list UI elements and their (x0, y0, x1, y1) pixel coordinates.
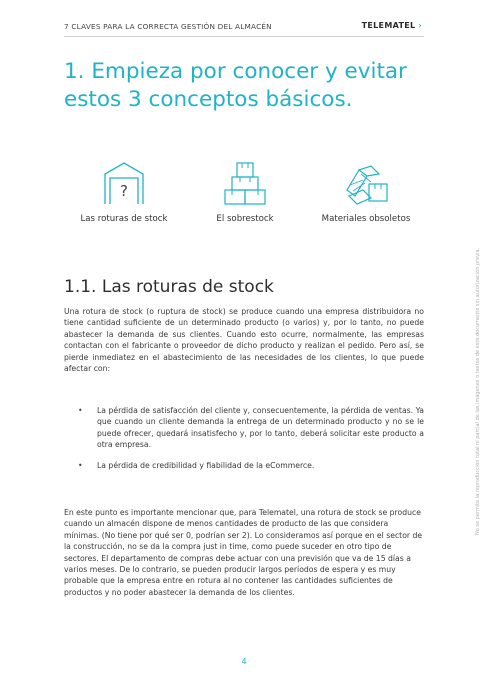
document-title: 7 CLAVES PARA LA CORRECTA GESTIÓN DEL ALMACÉN (64, 22, 272, 31)
bullet-icon: • (78, 460, 83, 470)
concepts-row (64, 160, 424, 240)
concept-label: Materiales obsoletos (321, 214, 411, 224)
copyright-text: No se permite la reproducción total ni parcial de las imágenes o textos de este documento sin autorización previa. (475, 247, 481, 535)
definition-paragraph: En este punto es importante mencionar que, para Telematel, una rotura de stock se produce cuando un almacén dispone de menos cantidades de producto de las que considera mínimas. (No tiene por qué ser 0, podrían ser 2). Lo consideramos así porque en el sector de la construcción, no se da la compra just in time, como puede suceder en otro tipo de sectores. El departamento de compras debe actuar con una previsión que va de 15 días a varios meses. De lo contrario, se pueden producir largos períodos de espera y es muy probable que la empresa entre en rotura al no contener las cantidades suficientes de productos y no poder abastecer la demanda de los clientes. (64, 508, 423, 597)
brand-logo (362, 21, 422, 30)
bullet-icon: • (78, 406, 83, 415)
list-item (64, 460, 424, 471)
header-divider (64, 36, 424, 37)
concept-overstock (185, 160, 305, 224)
list-item-text: La pérdida de satisfacción del cliente y, consecuentemente, la pérdida de ventas. Ya que cuando un cliente demanda la entrega de un determinado producto y no se le puede ofrecer, quedará insatisfecho y, por lo tanto, deberá solicitar este producto a otra empresa. (97, 406, 424, 450)
brand-name: TELEMATEL (361, 21, 416, 30)
chevron-right-icon: › (418, 21, 422, 30)
concept-stockouts (64, 160, 184, 224)
copyright-side-note (475, 175, 483, 535)
warehouse-question-icon (99, 160, 149, 206)
consequences-list (64, 405, 424, 480)
broken-boxes-icon (341, 160, 391, 206)
list-item-text: La pérdida de credibilidad y fiabilidad de la eCommerce. (97, 460, 315, 470)
list-item (64, 405, 424, 451)
page-header (64, 22, 424, 38)
stacked-boxes-icon (220, 160, 270, 206)
concept-obsolete-materials (306, 160, 426, 224)
page-number: 4 (241, 657, 247, 666)
section-heading: 1. Empieza por conocer y evitar estos 3 conceptos básicos. (64, 59, 407, 112)
concept-label: Las roturas de stock (80, 214, 168, 224)
intro-paragraph: Una rotura de stock (o ruptura de stock) se produce cuando una empresa distribuidora no tiene cantidad suficiente de un determinado producto (o varios) y, por lo tanto, no puede abastecer la demanda de sus clientes. Cuando esto ocurre, normalmente, las empresas contactan con el fabricante o proveedor de dicho producto y realizan el pedido. Pero así, se pierde inmediatez en el abastecimiento de las necesidades de los clientes, lo que puede afectar con: (64, 307, 424, 374)
subsection-title: 1.1. Las roturas de stock (64, 277, 274, 297)
question-mark-glyph: ? (120, 182, 128, 200)
concept-label: El sobrestock (216, 214, 274, 224)
